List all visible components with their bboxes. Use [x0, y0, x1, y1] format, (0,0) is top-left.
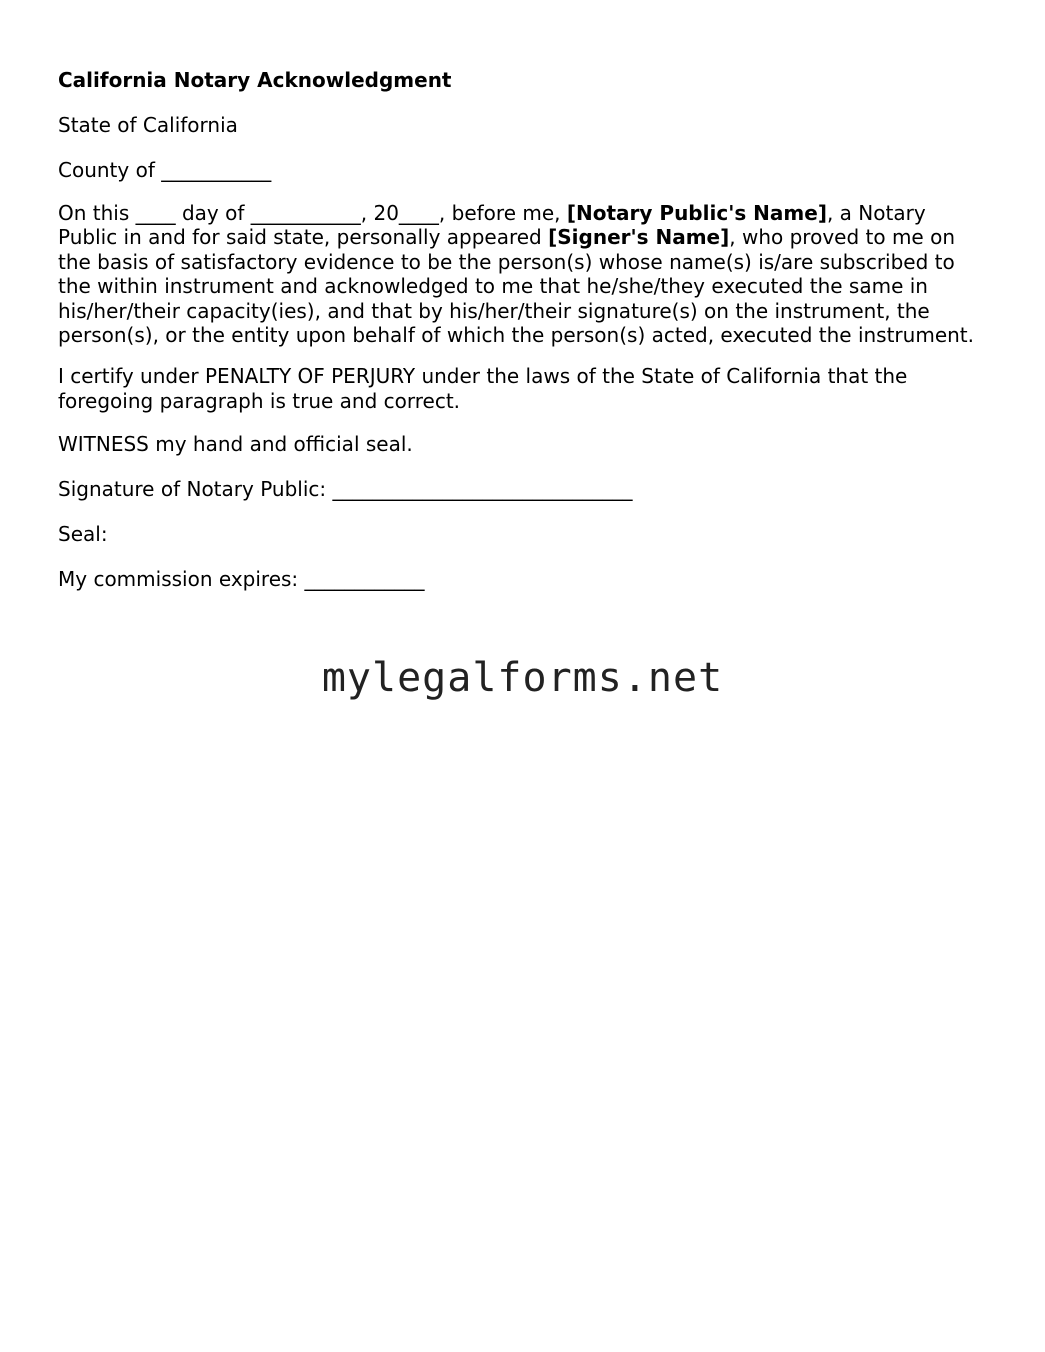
witness-line: WITNESS my hand and official seal. [58, 432, 413, 457]
acknowledgment-part-3: , who proved to me on the basis of satisfactory evidence to be the person(s) whose name(s) is/are subscribed to the within instrument and acknowledged to me that he/she/they executed the same in his/her/their capacity(ies), and that by his/her/their signature(s) on the instrument, the person(s), or the entity upon behalf of which the person(s) acted, executed the instrument. [58, 225, 974, 348]
acknowledgment-part-2: , a Notary Public in and for said state, personally appeared [58, 201, 926, 250]
seal-line: Seal: [58, 522, 108, 547]
document-title: California Notary Acknowledgment [58, 68, 452, 92]
acknowledgment-paragraph [58, 201, 988, 347]
county-line: County of ___________ [58, 158, 272, 182]
notary-name-placeholder: [Notary Public's Name] [566, 201, 827, 225]
commission-line: My commission expires: ____________ [58, 567, 425, 592]
certify-paragraph: I certify under PENALTY OF PERJURY under the laws of the State of California that the foregoing paragraph is true and correct. [58, 364, 908, 413]
watermark-text: mylegalforms.net [321, 655, 724, 701]
acknowledgment-part-1: On this ____ day of ___________, 20____, before me, [58, 201, 567, 225]
signature-line: Signature of Notary Public: ______________________________ [58, 477, 633, 502]
signer-name-placeholder: [Signer's Name] [548, 225, 730, 250]
document-page [58, 66, 988, 610]
state-line: State of California [58, 113, 238, 137]
